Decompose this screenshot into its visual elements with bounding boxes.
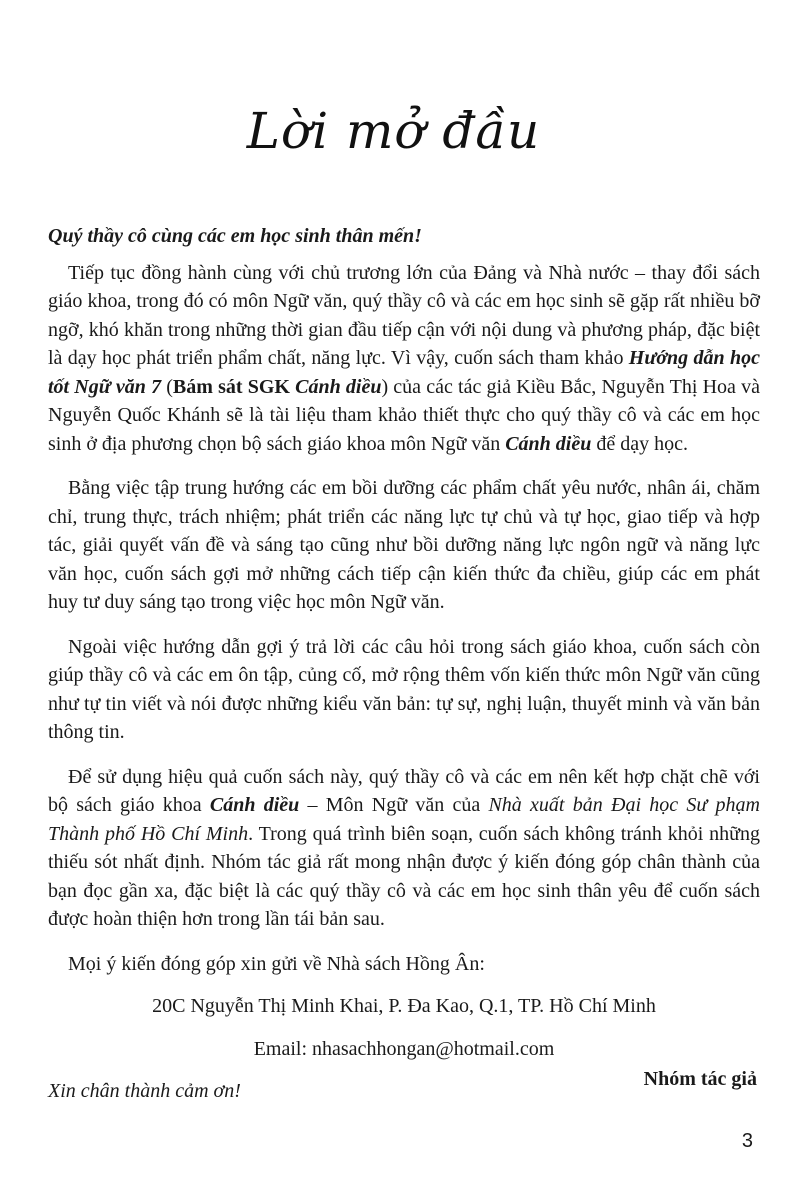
paragraph-1-part4: để dạy học. bbox=[591, 432, 689, 455]
paragraph-3: Ngoài việc hướng dẫn gợi ý trả lời các câu hỏi trong sách giáo khoa, cuốn sách còn giúp thầy cô và các em ôn tập, củng cố, mở rộng thêm vốn kiến thức môn Ngữ văn cũng như tự tin viết và nói được những kiểu văn bản: tự sự, nghị luận, thuyết minh và văn bản thông tin. bbox=[48, 635, 760, 743]
canh-dieu-label: Cánh diều bbox=[505, 432, 592, 455]
paragraph-1 bbox=[48, 259, 760, 459]
paragraph-4-part3: . Trong quá trình biên soạn, cuốn sách không tránh khỏi những thiếu sót nhất định. Nhóm tác giả rất mong nhận được ý kiến đóng góp chân thành của bạn đọc gần xa, đặc biệt là các quý thầy cô và các em học sinh thân yêu để cuốn sách được hoàn thiện hơn trong lần tái bản sau. bbox=[48, 822, 760, 930]
signature: Nhóm tác giả bbox=[643, 1068, 757, 1090]
email: Email: nhasachhongan@hotmail.com bbox=[253, 1037, 555, 1060]
greeting: Quý thầy cô cùng các em học sinh thân mến! bbox=[48, 225, 422, 247]
paragraph-4-part1: Để sử dụng hiệu quả cuốn sách này, quý thầy cô và các em nên kết hợp chặt chẽ với bộ sách giáo khoa bbox=[48, 765, 760, 816]
publisher-name: Nhà xuất bản Đại học Sư phạm Thành phố Hồ Chí Minh bbox=[48, 794, 760, 845]
body-text bbox=[48, 222, 760, 1106]
paragraph-1-part2: ( bbox=[161, 375, 173, 398]
paragraph-4 bbox=[48, 763, 760, 934]
contact-intro: Mọi ý kiến đóng góp xin gửi về Nhà sách Hồng Ân: bbox=[68, 952, 485, 975]
address: 20C Nguyễn Thị Minh Khai, P. Đa Kao, Q.1, TP. Hồ Chí Minh bbox=[152, 995, 656, 1017]
thanks: Xin chân thành cảm ơn! bbox=[48, 1080, 241, 1102]
paragraph-4-part2: – Môn Ngữ văn của bbox=[299, 794, 489, 816]
bam-sat-label: Bám sát SGK bbox=[172, 375, 296, 398]
paragraph-2: Bằng việc tập trung hướng các em bồi dưỡng các phẩm chất yêu nước, nhân ái, chăm chỉ, trung thực, trách nhiệm; phát triển các năng lực tự chủ và tự học, giao tiếp và hợp tác, giải quyết vấn đề và sáng tạo cũng như bồi dưỡng năng lực ngôn ngữ và năng lực văn học, cuốn sách gợi mở những cách tiếp cận kiến thức đa chiều, giúp các em phát huy tư duy sáng tạo trong việc học môn Ngữ văn. bbox=[48, 477, 760, 613]
canh-dieu-label: Cánh diều bbox=[209, 794, 300, 816]
paragraph-1-part3: ) của các tác giả Kiều Bắc, Nguyễn Thị Hoa và Nguyễn Quốc Khánh sẽ là tài liệu tham khảo thiết thực cho quý thầy cô và các em học sinh ở địa phương chọn bộ sách giáo khoa môn Ngữ văn bbox=[48, 375, 760, 455]
book-title: Hướng dẫn học tốt Ngữ văn 7 bbox=[48, 347, 760, 398]
paragraph-1-part1: Tiếp tục đồng hành cùng với chủ trương lớn của Đảng và Nhà nước – thay đổi sách giáo khoa, trong đó có môn Ngữ văn, quý thầy cô và các em học sinh sẽ gặp rất nhiều bỡ ngỡ, khó khăn trong những thời gian đầu tiếp cận với nội dung và phương pháp, đặc biệt là dạy học phát triển phẩm chất, năng lực. Vì vậy, cuốn sách tham khảo bbox=[48, 261, 760, 369]
canh-dieu-label: Cánh diều bbox=[295, 375, 382, 398]
page-number: 3 bbox=[741, 1130, 753, 1152]
page-title: Lời mở đầu bbox=[246, 102, 541, 160]
